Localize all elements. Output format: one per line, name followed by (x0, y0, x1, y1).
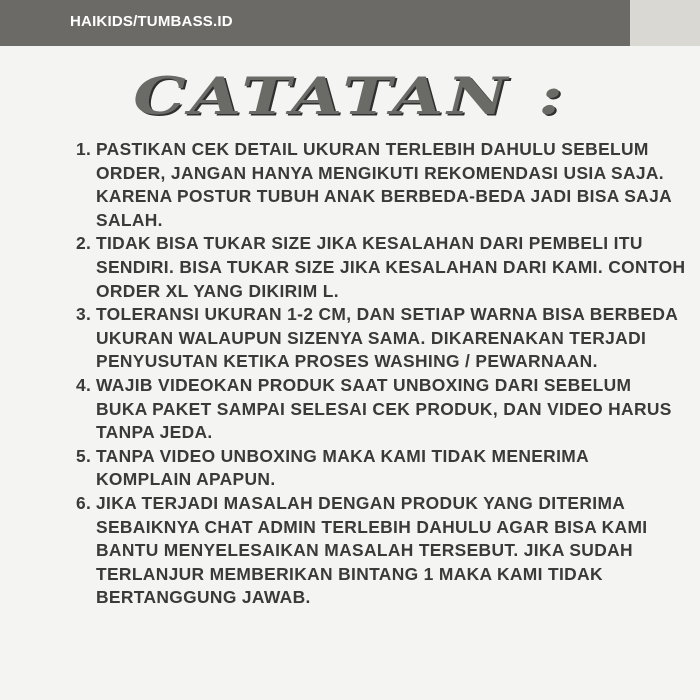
note-number: 1. (76, 139, 92, 159)
page-title: CATATAN : (133, 65, 567, 127)
header-bar (0, 0, 630, 46)
header-accent-block (630, 0, 700, 46)
notes-list (76, 138, 686, 610)
note-text: PASTIKAN CEK DETAIL UKURAN TERLEBIH DAHULU SEBELUM ORDER, JANGAN HANYA MENGIKUTI REKOMENDASI USIA SAJA. KARENA POSTUR TUBUH ANAK BERBEDA-BEDA JADI BISA SAJA SALAH. (96, 139, 672, 230)
note-number: 6. (76, 492, 92, 513)
note-text: TIDAK BISA TUKAR SIZE JIKA KESALAHAN DARI PEMBELI ITU SENDIRI. BISA TUKAR SIZE JIKA KESALAHAN DARI KAMI. CONTOH ORDER XL YANG DIKIRIM L. (96, 233, 686, 301)
note-item-4 (76, 374, 686, 445)
note-text: TOLERANSI UKURAN 1-2 CM, DAN SETIAP WARNA BISA BERBEDA UKURAN WALAUPUN SIZENYA SAMA. DIKARENAKAN TERJADI PENYUSUTAN KETIKA PROSES WASHING / PEWARNAAN. (96, 304, 678, 372)
note-item-2 (76, 232, 686, 303)
note-text: WAJIB VIDEOKAN PRODUK SAAT UNBOXING DARI SEBELUM BUKA PAKET SAMPAI SELESAI CEK PRODUK, DAN VIDEO HARUS TANPA JEDA. (96, 374, 672, 443)
note-item-6 (76, 492, 686, 610)
brand-label: HAIKIDS/TUMBASS.ID (70, 13, 233, 30)
note-number: 3. (76, 304, 92, 325)
note-text: TANPA VIDEO UNBOXING MAKA KAMI TIDAK MENERIMA KOMPLAIN APAPUN. (96, 445, 589, 490)
note-item-5 (76, 445, 686, 492)
note-text: JIKA TERJADI MASALAH DENGAN PRODUK YANG DITERIMA SEBAIKNYA CHAT ADMIN TERLEBIH DAHULU AGAR BISA KAMI BANTU MENYELESAIKAN MASALAH TERSEBUT. JIKA SUDAH TERLANJUR MEMBERIKAN BINTANG 1 MAKA KAMI TIDAK BERTANGGUNG JAWAB. (96, 492, 648, 608)
note-item-1 (76, 138, 686, 232)
note-number: 4. (76, 374, 92, 395)
note-number: 2. (76, 233, 92, 254)
note-item-3 (76, 303, 686, 374)
note-number: 5. (76, 445, 92, 466)
